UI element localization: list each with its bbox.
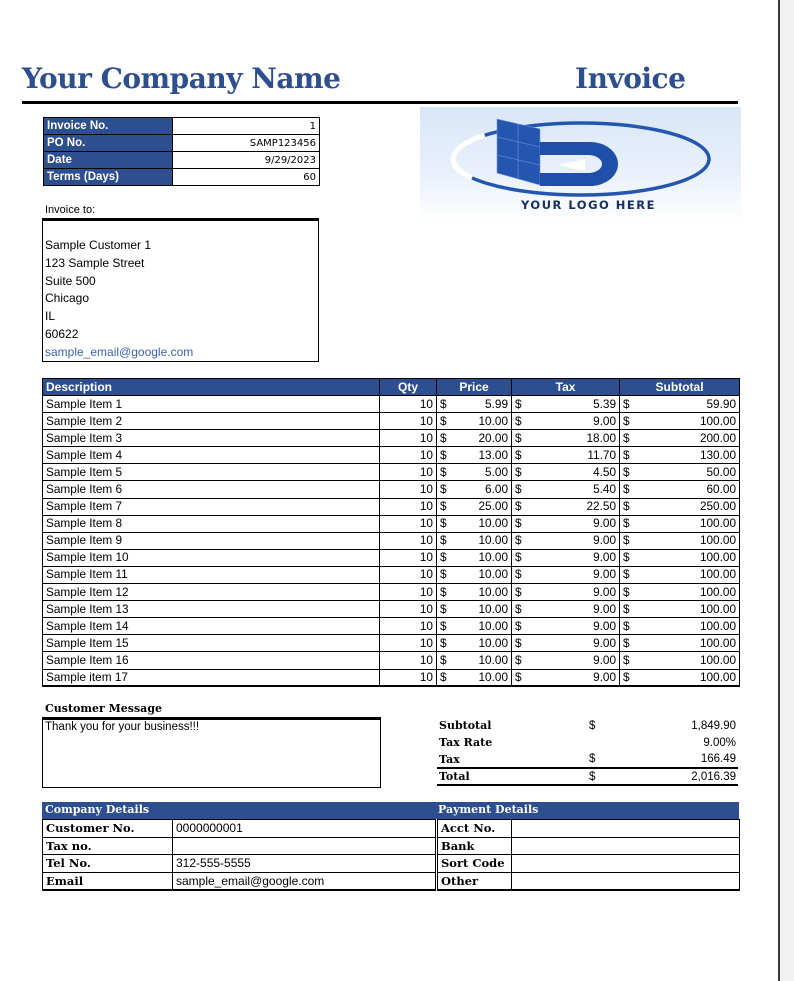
item-price: 10.00 [452, 601, 512, 618]
meta-label: Invoice No. [44, 118, 173, 135]
line-items-table [42, 378, 740, 687]
details-row [43, 837, 740, 855]
item-price: 5.00 [452, 464, 512, 481]
currency-symbol: $ [620, 566, 635, 583]
item-description: Sample Item 14 [43, 618, 380, 635]
item-price: 10.00 [452, 549, 512, 566]
item-qty: 10 [380, 669, 437, 686]
item-description: Sample Item 2 [43, 413, 380, 430]
item-subtotal: 100.00 [635, 601, 740, 618]
currency-symbol: $ [620, 447, 635, 464]
item-description: Sample Item 12 [43, 584, 380, 601]
col-header-description: Description [43, 379, 380, 396]
details-row [43, 820, 740, 838]
col-header-tax: Tax [512, 379, 620, 396]
customer-email-link[interactable]: sample_email@google.com [45, 344, 194, 359]
item-qty: 10 [380, 584, 437, 601]
col-header-qty: Qty [380, 379, 437, 396]
customer-state: IL [45, 309, 56, 324]
customer-city: Chicago [45, 291, 90, 306]
payment-detail-label: Other [438, 872, 512, 890]
totals-table [437, 717, 738, 786]
payment-detail-value [512, 855, 740, 873]
company-detail-value: 0000000001 [173, 820, 436, 838]
item-description: Sample item 17 [43, 669, 380, 686]
currency-symbol: $ [437, 669, 452, 686]
total-value: 2,016.39 [637, 768, 738, 785]
currency-symbol: $ [437, 396, 452, 413]
currency-symbol: $ [620, 498, 635, 515]
item-tax: 18.00 [527, 430, 620, 447]
item-price: 10.00 [452, 669, 512, 686]
payment-detail-label: Bank [438, 837, 512, 855]
item-tax: 9.00 [527, 669, 620, 686]
total-label: Total [437, 768, 587, 785]
payment-detail-label: Sort Code [438, 855, 512, 873]
payment-detail-value [512, 872, 740, 890]
currency-symbol: $ [620, 635, 635, 652]
tax-rate-row [437, 734, 738, 751]
currency-symbol: $ [437, 481, 452, 498]
currency-symbol: $ [620, 601, 635, 618]
details-header [42, 802, 739, 819]
currency-symbol: $ [512, 669, 527, 686]
currency-symbol: $ [620, 464, 635, 481]
company-detail-value [173, 837, 436, 855]
currency-symbol: $ [512, 618, 527, 635]
item-description: Sample Item 7 [43, 498, 380, 515]
customer-street: 123 Sample Street [45, 255, 145, 270]
item-qty: 10 [380, 515, 437, 532]
table-row [43, 498, 740, 515]
tax-value: 166.49 [700, 753, 736, 765]
table-row [43, 635, 740, 652]
item-price: 6.00 [452, 481, 512, 498]
item-tax: 9.00 [527, 413, 620, 430]
item-subtotal: 100.00 [635, 652, 740, 669]
item-subtotal: 100.00 [635, 532, 740, 549]
currency-symbol: $ [437, 635, 452, 652]
item-subtotal: 100.00 [635, 566, 740, 583]
item-tax: 9.00 [527, 515, 620, 532]
item-subtotal: 100.00 [635, 413, 740, 430]
item-price: 10.00 [452, 584, 512, 601]
item-tax: 9.00 [527, 566, 620, 583]
currency-symbol: $ [437, 430, 452, 447]
subtotal-label: Subtotal [439, 719, 492, 732]
logo-text: YOUR LOGO HERE [521, 198, 656, 212]
company-detail-label: Tel No. [43, 855, 173, 873]
details-table [42, 819, 740, 891]
table-row [43, 464, 740, 481]
meta-row [44, 118, 320, 135]
item-price: 10.00 [452, 515, 512, 532]
currency-symbol: $ [437, 447, 452, 464]
item-subtotal: 100.00 [635, 515, 740, 532]
currency-symbol: $ [437, 498, 452, 515]
item-subtotal: 60.00 [635, 481, 740, 498]
currency-symbol: $ [437, 584, 452, 601]
item-qty: 10 [380, 481, 437, 498]
item-tax: 9.00 [527, 584, 620, 601]
col-header-price: Price [437, 379, 512, 396]
payment-detail-value [512, 837, 740, 855]
bill-to-address [42, 218, 319, 362]
payment-detail-label: Acct No. [438, 820, 512, 838]
title-divider [22, 101, 738, 104]
item-subtotal: 100.00 [635, 669, 740, 686]
company-detail-label: Email [43, 872, 173, 890]
item-tax: 5.39 [527, 396, 620, 413]
currency-symbol: $ [437, 652, 452, 669]
currency-symbol: $ [437, 464, 452, 481]
table-row [43, 549, 740, 566]
meta-label: Terms (Days) [44, 169, 173, 186]
currency-symbol: $ [589, 719, 596, 732]
table-row [43, 618, 740, 635]
currency-symbol: $ [512, 584, 527, 601]
item-price: 13.00 [452, 447, 512, 464]
meta-value: 1 [173, 118, 320, 135]
company-detail-label: Tax no. [43, 837, 173, 855]
item-price: 20.00 [452, 430, 512, 447]
currency-symbol: $ [437, 549, 452, 566]
currency-symbol: $ [512, 515, 527, 532]
currency-symbol: $ [620, 618, 635, 635]
item-tax: 9.00 [527, 549, 620, 566]
invoice-meta-table [43, 117, 320, 186]
currency-symbol: $ [512, 447, 527, 464]
meta-row [44, 135, 320, 152]
item-qty: 10 [380, 618, 437, 635]
item-description: Sample Item 10 [43, 549, 380, 566]
table-row [43, 396, 740, 413]
logo-placeholder [420, 107, 741, 225]
company-details-title: Company Details [45, 803, 150, 816]
table-row [43, 584, 740, 601]
item-tax: 9.00 [527, 618, 620, 635]
details-row [43, 872, 740, 890]
currency-symbol: $ [589, 753, 596, 765]
currency-symbol: $ [620, 532, 635, 549]
item-description: Sample Item 13 [43, 601, 380, 618]
table-row [43, 669, 740, 686]
item-description: Sample Item 11 [43, 566, 380, 583]
currency-symbol: $ [512, 430, 527, 447]
company-detail-label: Customer No. [43, 820, 173, 838]
item-tax: 22.50 [527, 498, 620, 515]
table-row [43, 566, 740, 583]
meta-row [44, 169, 320, 186]
currency-symbol: $ [620, 396, 635, 413]
item-qty: 10 [380, 396, 437, 413]
tax-rate-value: 9.00% [703, 736, 736, 749]
item-price: 5.99 [452, 396, 512, 413]
meta-row [44, 152, 320, 169]
item-subtotal: 59.90 [635, 396, 740, 413]
item-qty: 10 [380, 430, 437, 447]
item-tax: 5.40 [527, 481, 620, 498]
item-qty: 10 [380, 566, 437, 583]
currency-symbol: $ [512, 635, 527, 652]
item-price: 10.00 [452, 635, 512, 652]
col-header-subtotal: Subtotal [620, 379, 740, 396]
customer-zip: 60622 [45, 326, 79, 341]
item-subtotal: 50.00 [635, 464, 740, 481]
subtotal-row [437, 717, 738, 734]
currency-symbol: $ [512, 498, 527, 515]
currency-symbol: $ [512, 396, 527, 413]
currency-symbol: $ [437, 532, 452, 549]
item-price: 25.00 [452, 498, 512, 515]
item-description: Sample Item 8 [43, 515, 380, 532]
table-row [43, 652, 740, 669]
tax-label: Tax [439, 752, 460, 766]
item-subtotal: 100.00 [635, 584, 740, 601]
item-subtotal: 250.00 [635, 498, 740, 515]
customer-message-label: Customer Message [45, 702, 163, 715]
item-qty: 10 [380, 413, 437, 430]
tax-row [437, 751, 738, 768]
currency-symbol: $ [620, 430, 635, 447]
company-detail-value: 312-555-5555 [173, 855, 436, 873]
meta-value: 60 [173, 169, 320, 186]
item-tax: 9.00 [527, 601, 620, 618]
item-tax: 11.70 [527, 447, 620, 464]
item-tax: 9.00 [527, 635, 620, 652]
currency-symbol: $ [437, 601, 452, 618]
currency-symbol: $ [512, 549, 527, 566]
item-tax: 9.00 [527, 532, 620, 549]
item-description: Sample Item 9 [43, 532, 380, 549]
item-tax: 9.00 [527, 652, 620, 669]
currency-symbol: $ [512, 481, 527, 498]
meta-value: 9/29/2023 [173, 152, 320, 169]
currency-symbol: $ [620, 584, 635, 601]
currency-symbol: $ [512, 566, 527, 583]
item-subtotal: 100.00 [635, 618, 740, 635]
viewer-margin [780, 0, 794, 981]
currency-symbol: $ [620, 652, 635, 669]
item-description: Sample Item 6 [43, 481, 380, 498]
table-row [43, 413, 740, 430]
meta-label: PO No. [44, 135, 173, 152]
item-description: Sample Item 15 [43, 635, 380, 652]
item-description: Sample Item 1 [43, 396, 380, 413]
currency-symbol: $ [437, 566, 452, 583]
item-qty: 10 [380, 498, 437, 515]
payment-details-title: Payment Details [438, 803, 539, 816]
currency-symbol: $ [620, 481, 635, 498]
item-price: 10.00 [452, 413, 512, 430]
item-price: 10.00 [452, 532, 512, 549]
customer-name: Sample Customer 1 [45, 238, 152, 252]
currency-symbol: $ [587, 768, 637, 785]
table-row [43, 447, 740, 464]
item-tax: 4.50 [527, 464, 620, 481]
item-qty: 10 [380, 447, 437, 464]
item-qty: 10 [380, 635, 437, 652]
currency-symbol: $ [512, 532, 527, 549]
meta-value: SAMP123456 [173, 135, 320, 152]
item-qty: 10 [380, 601, 437, 618]
payment-detail-value [512, 820, 740, 838]
item-price: 10.00 [452, 652, 512, 669]
item-subtotal: 130.00 [635, 447, 740, 464]
table-row [43, 430, 740, 447]
company-name: Your Company Name [22, 62, 341, 95]
line-items-header [43, 379, 740, 396]
item-price: 10.00 [452, 618, 512, 635]
item-subtotal: 100.00 [635, 635, 740, 652]
table-row [43, 601, 740, 618]
total-row [437, 768, 738, 785]
item-price: 10.00 [452, 566, 512, 583]
company-detail-value: sample_email@google.com [173, 872, 436, 890]
item-description: Sample Item 16 [43, 652, 380, 669]
item-subtotal: 200.00 [635, 430, 740, 447]
currency-symbol: $ [512, 652, 527, 669]
table-row [43, 481, 740, 498]
currency-symbol: $ [512, 601, 527, 618]
item-qty: 10 [380, 464, 437, 481]
item-description: Sample Item 4 [43, 447, 380, 464]
subtotal-value: 1,849.90 [691, 719, 736, 732]
currency-symbol: $ [620, 669, 635, 686]
item-qty: 10 [380, 549, 437, 566]
item-qty: 10 [380, 652, 437, 669]
item-qty: 10 [380, 532, 437, 549]
currency-symbol: $ [620, 413, 635, 430]
currency-symbol: $ [620, 515, 635, 532]
currency-symbol: $ [512, 413, 527, 430]
currency-symbol: $ [437, 618, 452, 635]
table-row [43, 515, 740, 532]
item-description: Sample Item 5 [43, 464, 380, 481]
currency-symbol: $ [437, 413, 452, 430]
currency-symbol: $ [437, 515, 452, 532]
meta-label: Date [44, 152, 173, 169]
tax-rate-label: Tax Rate [439, 736, 493, 749]
bill-to-label: Invoice to: [45, 204, 96, 216]
customer-message-box: Thank you for your business!!! [42, 717, 381, 788]
currency-symbol: $ [620, 549, 635, 566]
customer-suite: Suite 500 [45, 273, 96, 288]
currency-symbol: $ [512, 464, 527, 481]
item-subtotal: 100.00 [635, 549, 740, 566]
item-description: Sample Item 3 [43, 430, 380, 447]
details-row [43, 855, 740, 873]
table-row [43, 532, 740, 549]
invoice-title: Invoice [575, 62, 686, 95]
